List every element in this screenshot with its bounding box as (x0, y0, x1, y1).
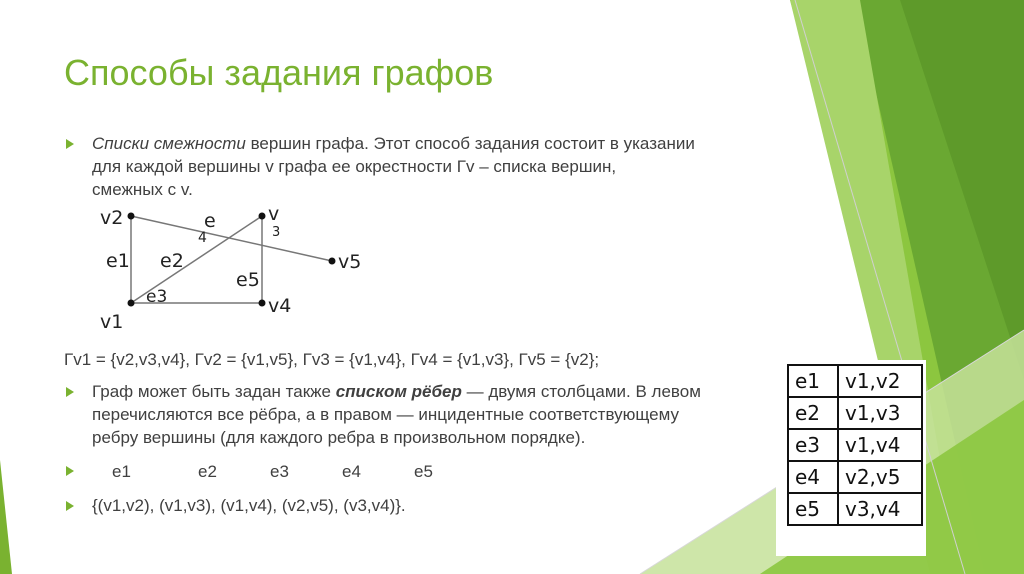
vertex-v1 (128, 300, 135, 307)
vertices-cell: v1,v2 (838, 365, 922, 397)
bullet2-line1 (92, 380, 701, 403)
label-v3-sub: 3 (272, 225, 281, 240)
edge-pairs-line: {(v1,v2), (v1,v3), (v1,v4), (v2,v5), (v3,v4)}. (92, 496, 406, 515)
table-row (788, 493, 922, 525)
bullet1-line1 (92, 132, 695, 155)
label-e3: e3 (146, 287, 168, 307)
label-v2: v2 (100, 207, 124, 229)
edge-cell: e5 (788, 493, 838, 525)
label-e2: e2 (160, 250, 184, 272)
vertices-cell: v2,v5 (838, 461, 922, 493)
bullet2-line3: ребру вершины (для каждого ребра в произвольном порядке). (92, 428, 586, 447)
bullet1-line2: для каждой вершины v графа ее окрестности Гv – списка вершин, (92, 157, 617, 176)
vertices-cell: v1,v4 (838, 429, 922, 461)
label-v1: v1 (100, 311, 124, 333)
edge-cell: e1 (788, 365, 838, 397)
vertices-cell: v3,v4 (838, 493, 922, 525)
label-v4: v4 (268, 295, 292, 317)
table-row (788, 365, 922, 397)
label-e4: e (204, 210, 216, 232)
adjacency-lists: Гv1 = {v2,v3,v4}, Гv2 = {v1,v5}, Гv3 = {v1,v4}, Гv4 = {v1,v3}, Гv5 = {v2}; (64, 350, 600, 369)
label-e5: e5 (236, 269, 260, 291)
bullet2-line1-post: — двумя столбцами. В левом (461, 382, 701, 401)
bullet1-italic: Списки смежности (92, 134, 246, 153)
table-row (788, 397, 922, 429)
edge-name: e2 (198, 462, 217, 481)
graph-figure (96, 200, 376, 335)
vertex-v3 (259, 213, 266, 220)
table-row (788, 429, 922, 461)
table-row (788, 461, 922, 493)
label-e4-sub: 4 (198, 230, 207, 246)
bullet-marker (66, 139, 74, 149)
edge-cell: e4 (788, 461, 838, 493)
bullet1-line3: смежных с v. (92, 180, 193, 199)
bullet1-line1-rest: вершин графа. Этот способ задания состоит в указании (245, 134, 695, 153)
edge-cell: e2 (788, 397, 838, 429)
edge-cell: e3 (788, 429, 838, 461)
edge-name: e4 (342, 462, 361, 481)
label-v5: v5 (338, 251, 362, 273)
label-v3: v (268, 203, 280, 225)
vertex-v2 (128, 213, 135, 220)
vertex-v4 (259, 300, 266, 307)
edge-list-table (787, 364, 923, 526)
bullet-marker (66, 387, 74, 397)
edge-name: e3 (270, 462, 289, 481)
label-e1: e1 (106, 250, 130, 272)
edge-name: e1 (112, 462, 131, 481)
bullet-marker (66, 501, 74, 511)
bullet-marker (66, 466, 74, 476)
vertex-v5 (329, 258, 336, 265)
bullet2-bold: списком рёбер (335, 382, 462, 401)
bullet2-line2: перечисляются все рёбра, а в правом — инцидентные соответствующему (92, 405, 679, 424)
deco-shape (0, 460, 12, 574)
edge-name: e5 (414, 462, 433, 481)
vertices-cell: v1,v3 (838, 397, 922, 429)
slide-title: Способы задания графов (64, 52, 494, 93)
bullet2-line1-pre: Граф может быть задан также (92, 382, 336, 401)
